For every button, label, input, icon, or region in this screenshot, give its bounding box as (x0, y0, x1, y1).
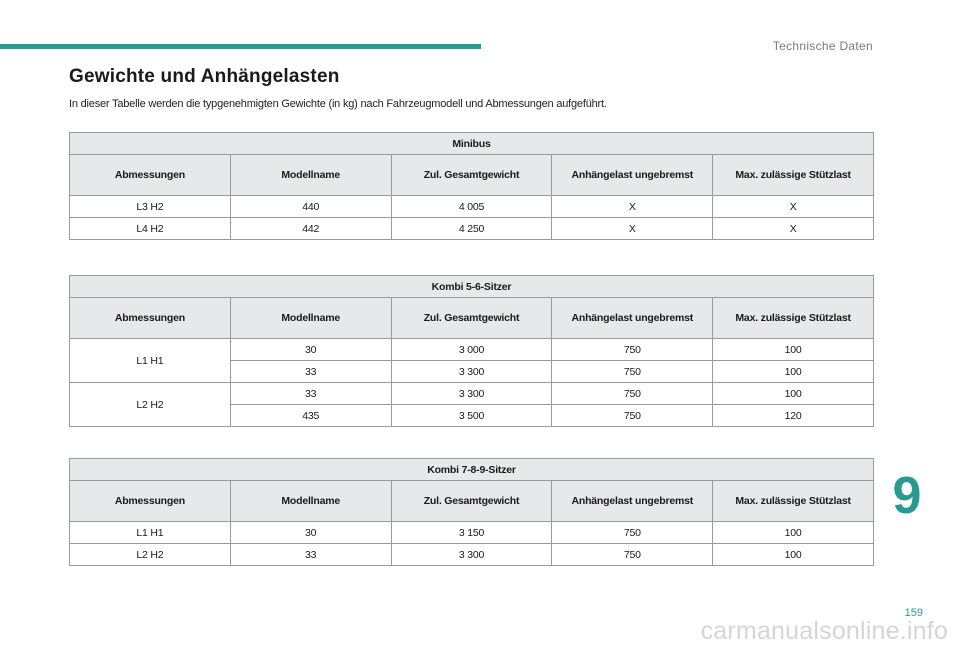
table-row (70, 196, 874, 218)
column-header: Anhängelast ungebremst (552, 155, 713, 196)
value-cell: 4 005 (391, 196, 552, 218)
value-cell: 750 (552, 339, 713, 361)
column-header: Zul. Gesamtgewicht (391, 155, 552, 196)
value-cell: 100 (713, 544, 874, 566)
value-cell: 750 (552, 544, 713, 566)
value-cell: 33 (230, 383, 391, 405)
dimension-cell: L2 H2 (70, 383, 231, 427)
value-cell: 3 300 (391, 361, 552, 383)
column-header: Max. zulässige Stützlast (713, 481, 874, 522)
value-cell: 442 (230, 218, 391, 240)
value-cell: 750 (552, 383, 713, 405)
value-cell: 120 (713, 405, 874, 427)
column-header: Anhängelast ungebremst (552, 298, 713, 339)
table-title: Kombi 7-8-9-Sitzer (70, 459, 874, 481)
column-header: Zul. Gesamtgewicht (391, 298, 552, 339)
value-cell: 100 (713, 361, 874, 383)
value-cell: 435 (230, 405, 391, 427)
value-cell: 30 (230, 339, 391, 361)
dimension-cell: L1 H1 (70, 339, 231, 383)
value-cell: 3 500 (391, 405, 552, 427)
column-header: Modellname (230, 481, 391, 522)
value-cell: X (713, 218, 874, 240)
page-number: 159 (904, 607, 923, 619)
column-header: Max. zulässige Stützlast (713, 298, 874, 339)
intro-text: In dieser Tabelle werden die typgenehmigten Gewichte (in kg) nach Fahrzeugmodell und Abmessungen aufgeführt. (69, 98, 607, 110)
value-cell: 4 250 (391, 218, 552, 240)
column-header: Zul. Gesamtgewicht (391, 481, 552, 522)
value-cell: 100 (713, 383, 874, 405)
value-cell: 100 (713, 339, 874, 361)
header-accent-bar (0, 44, 481, 49)
weights-table (69, 275, 874, 427)
table-title: Minibus (70, 133, 874, 155)
weights-table (69, 458, 874, 566)
column-header: Abmessungen (70, 481, 231, 522)
value-cell: 750 (552, 405, 713, 427)
value-cell: 750 (552, 361, 713, 383)
value-cell: 3 150 (391, 522, 552, 544)
column-header: Modellname (230, 298, 391, 339)
value-cell: 30 (230, 522, 391, 544)
column-header: Modellname (230, 155, 391, 196)
value-cell: 3 300 (391, 544, 552, 566)
dimension-cell: L2 H2 (70, 544, 231, 566)
table-title: Kombi 5-6-Sitzer (70, 276, 874, 298)
dimension-cell: L3 H2 (70, 196, 231, 218)
dimension-cell: L1 H1 (70, 522, 231, 544)
value-cell: 100 (713, 522, 874, 544)
column-header: Max. zulässige Stützlast (713, 155, 874, 196)
value-cell: X (552, 196, 713, 218)
value-cell: X (552, 218, 713, 240)
column-header: Abmessungen (70, 155, 231, 196)
value-cell: X (713, 196, 874, 218)
table-row (70, 544, 874, 566)
table-row (70, 383, 874, 405)
value-cell: 3 300 (391, 383, 552, 405)
value-cell: 33 (230, 361, 391, 383)
value-cell: 3 000 (391, 339, 552, 361)
column-header: Anhängelast ungebremst (552, 481, 713, 522)
chapter-number: 9 (892, 467, 922, 525)
table-row (70, 218, 874, 240)
value-cell: 33 (230, 544, 391, 566)
column-header: Abmessungen (70, 298, 231, 339)
table-row (70, 339, 874, 361)
page-title: Gewichte und Anhängelasten (69, 66, 340, 87)
dimension-cell: L4 H2 (70, 218, 231, 240)
table-row (70, 522, 874, 544)
value-cell: 750 (552, 522, 713, 544)
watermark-text: carmanualsonline.info (700, 617, 948, 645)
weights-table (69, 132, 874, 240)
section-label: Technische Daten (772, 39, 873, 53)
value-cell: 440 (230, 196, 391, 218)
